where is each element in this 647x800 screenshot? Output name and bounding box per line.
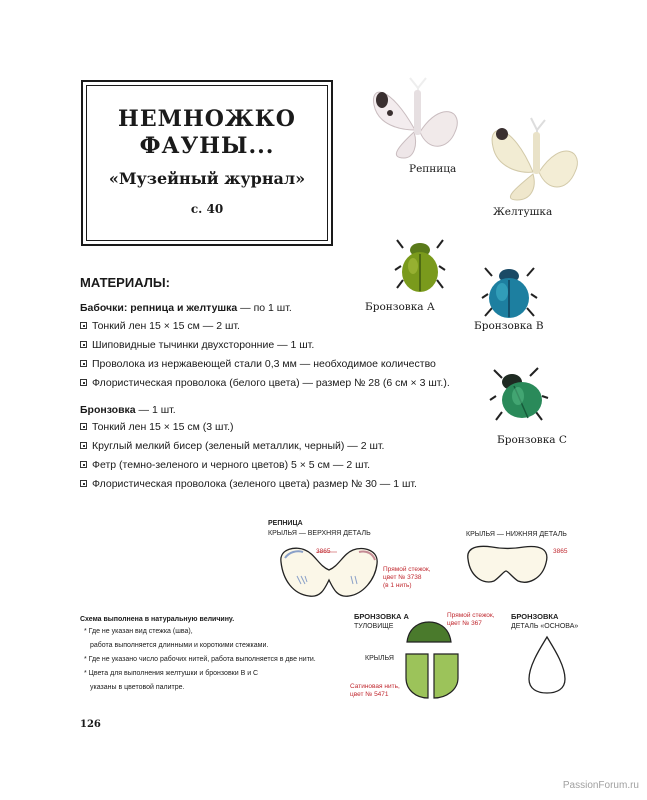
diagram-code-3865-b: 3865 xyxy=(553,548,568,555)
bullet-icon xyxy=(80,461,87,468)
bullet-icon xyxy=(80,322,87,329)
title-line-1: НЕМНОЖКО xyxy=(118,106,296,132)
diagram-code-3865-a: 3865 xyxy=(316,548,331,555)
bronzovka-title: Бронзовка xyxy=(80,404,136,416)
list-item: Круглый мелкий бисер (зеленый металлик, черный) — 2 шт. xyxy=(80,440,384,452)
label-zheltushka: Желтушка xyxy=(493,206,553,218)
torso-shape xyxy=(405,620,453,644)
list-item: Фетр (темно-зеленого и черного цветов) 5 × 5 см — 2 шт. xyxy=(80,459,370,471)
diagram-wings-label: КРЫЛЬЯ xyxy=(365,655,394,662)
note-line: указаны в цветовой палитре. xyxy=(90,684,185,691)
list-item: Проволока из нержавеющей стали 0,3 мм — необходимое количество xyxy=(80,358,436,370)
note-line: * Цвета для выполнения желтушки и бронзовки В и С xyxy=(84,670,259,677)
note-line: работа выполняется длинными и короткими стежками. xyxy=(90,642,269,649)
diagram-straight-stitch-note: Прямой стежок, цвет № 3738 (в 1 нить) xyxy=(383,566,431,589)
diagram-torso-label: ТУЛОВИЩЕ xyxy=(354,623,394,630)
bullet-icon xyxy=(80,442,87,449)
diagram-bronzovka-a-label: БРОНЗОВКА А xyxy=(354,612,409,621)
label-bronzovka-b: Бронзовка В xyxy=(474,320,544,332)
diagram-bronzovka-label: БРОНЗОВКА xyxy=(511,612,559,621)
beetle-bronzovka-b-image xyxy=(482,262,537,320)
materials-heading: МАТЕРИАЛЫ: xyxy=(80,275,170,290)
diagram-wings-top-label: КРЫЛЬЯ — ВЕРХНЯЯ ДЕТАЛЬ xyxy=(268,530,371,537)
bullet-icon xyxy=(80,341,87,348)
bronzovka-title-line xyxy=(80,404,176,416)
note-line: * Где не указано число рабочих нитей, работа выполняется в две нити. xyxy=(84,656,316,663)
label-bronzovka-c: Бронзовка С xyxy=(497,434,567,446)
title-inner-border xyxy=(86,85,328,241)
butterflies-title: Бабочки: репница и желтушка xyxy=(80,302,238,314)
butterflies-title-line xyxy=(80,302,292,314)
wings-top-shape xyxy=(275,540,385,600)
bullet-icon xyxy=(80,423,87,430)
title-line-2: ФАУНЫ... xyxy=(139,133,275,159)
beetle-bronzovka-a-image xyxy=(395,236,445,296)
label-bronzovka-a: Бронзовка А xyxy=(365,301,435,313)
page-reference: с. 40 xyxy=(190,202,224,216)
page-number: 126 xyxy=(80,719,101,730)
watermark: PassionForum.ru xyxy=(562,780,639,791)
note-line: * Где не указан вид стежка (шва), xyxy=(84,628,193,635)
wings-bottom-shape xyxy=(462,541,552,589)
title-frame xyxy=(81,80,333,246)
diagram-base-detail-label: ДЕТАЛЬ «ОСНОВА» xyxy=(511,623,579,630)
bronzovka-qty: — 1 шт. xyxy=(135,404,176,416)
bullet-icon xyxy=(80,480,87,487)
diagram-satin-note: Сатиновая нить, цвет № 5471 xyxy=(350,683,400,698)
diagram-wings-bottom-label: КРЫЛЬЯ — НИЖНЯЯ ДЕТАЛЬ xyxy=(466,531,567,538)
list-item: Флористическая проволока (белого цвета) — размер № 28 (6 см × 3 шт.). xyxy=(80,377,450,389)
bullet-icon xyxy=(80,360,87,367)
list-item: Шиповидные тычинки двухсторонние — 1 шт. xyxy=(80,339,314,351)
bullet-icon xyxy=(80,379,87,386)
label-repnitsa: Репница xyxy=(409,163,457,175)
base-detail-shape xyxy=(527,635,567,695)
beetle-bronzovka-c-image xyxy=(490,368,548,423)
butterfly-zheltushka-image xyxy=(487,112,582,202)
page-title xyxy=(87,106,327,160)
page-subtitle: «Музейный журнал» xyxy=(108,169,306,188)
list-item: Флористическая проволока (зеленого цвета) размер № 30 — 1 шт. xyxy=(80,478,417,490)
list-item: Тонкий лен 15 × 15 см (3 шт.) xyxy=(80,421,234,433)
butterfly-repnitsa-image xyxy=(370,70,465,165)
beetle-wings-shape xyxy=(402,650,462,702)
butterflies-qty: — по 1 шт. xyxy=(237,302,292,314)
list-item: Тонкий лен 15 × 15 см — 2 шт. xyxy=(80,320,240,332)
diagram-repnitsa-label: РЕПНИЦА xyxy=(268,520,303,527)
diagram-torso-stitch-note: Прямой стежок, цвет № 367 xyxy=(447,612,495,627)
scheme-note: Схема выполнена в натуральную величину. xyxy=(80,616,235,623)
